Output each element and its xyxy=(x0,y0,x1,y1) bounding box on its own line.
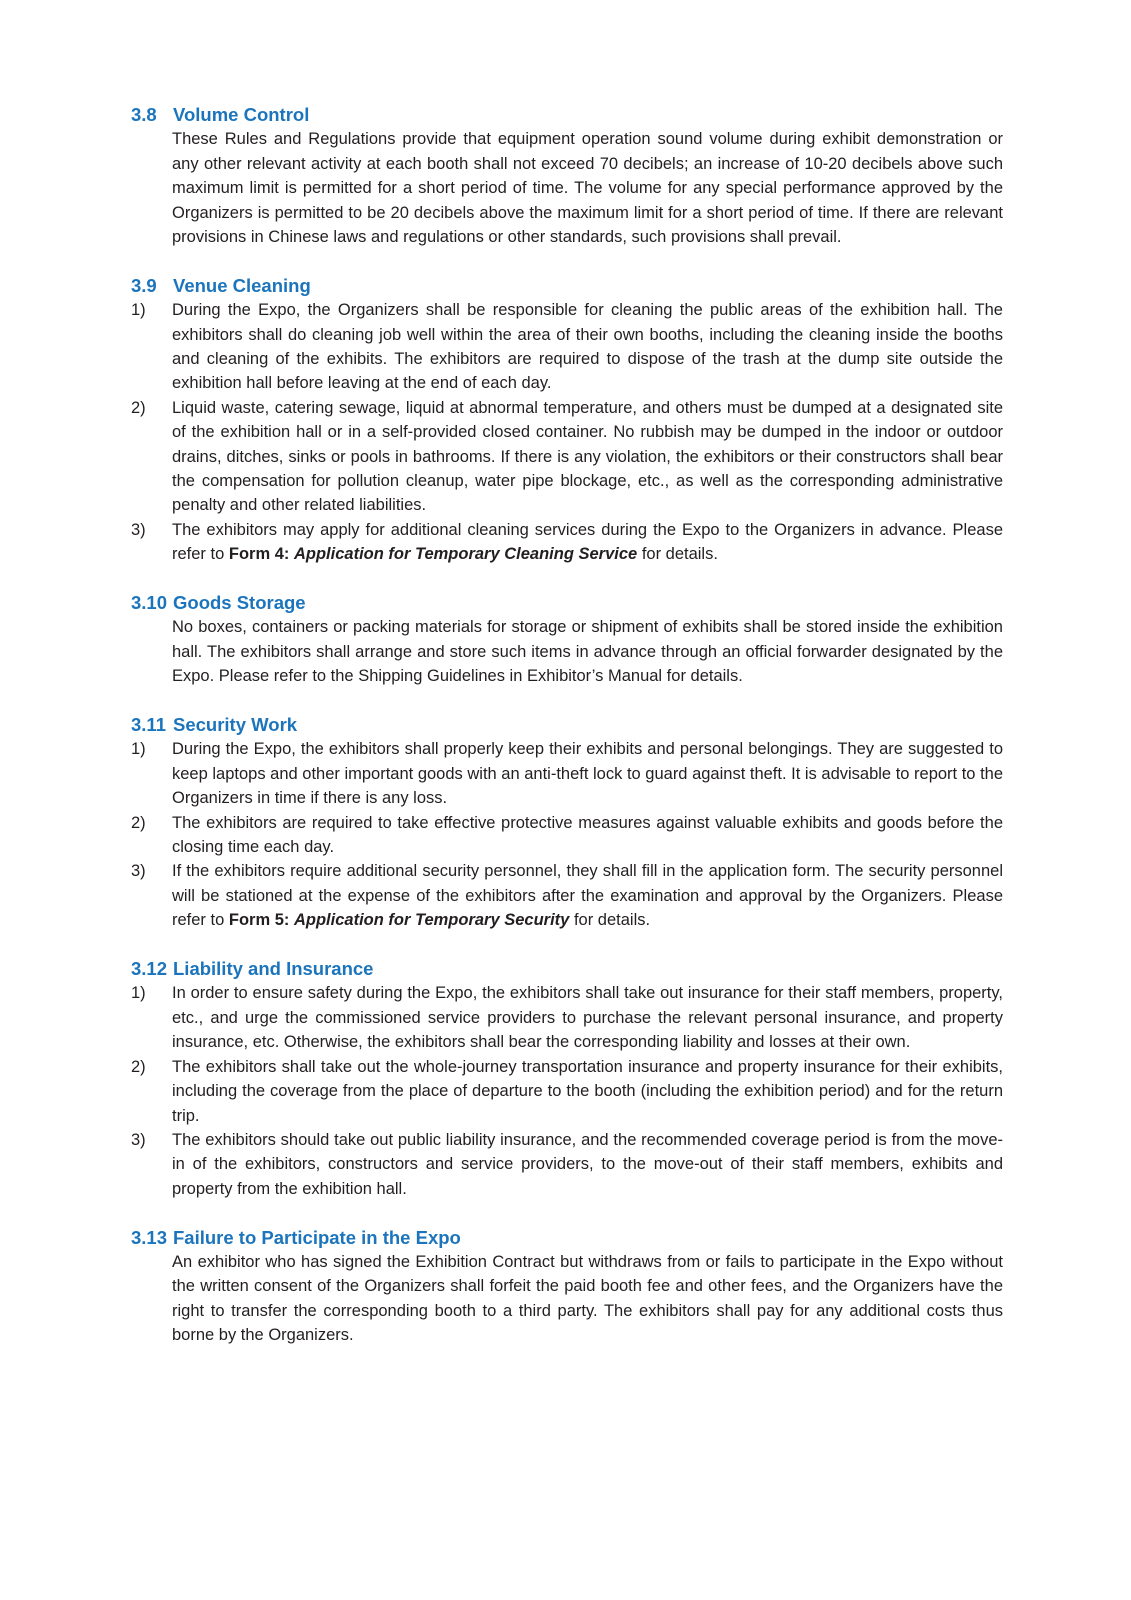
list-item xyxy=(131,981,1003,1054)
list-item xyxy=(131,811,1003,860)
form-reference-title: Application for Temporary Cleaning Service xyxy=(293,545,638,564)
list-item xyxy=(131,518,1003,567)
list-item-text: The exhibitors shall take out the whole-journey transportation insurance and property insurance for their exhibits, including the coverage from the place of departure to the booth (including the exhibition period) and for the return trip. xyxy=(172,1057,1003,1125)
list-item-text-lead: The exhibitors may apply for additional cleaning services during the Expo to the Organizers in advance. Please refer to xyxy=(172,520,1003,564)
list-item-text: Liquid waste, catering sewage, liquid at abnormal temperature, and others must be dumped at a designated site of the exhibition hall or in a self-provided closed container. No rubbish may be dumped in the indoor or outdoor drains, ditches, sinks or pools in bathrooms. If there is any violation, the exhibitors or their constructors shall bear the compensation for pollution cleanup, water pipe blockage, etc., as well as the corresponding administrative penalty and other related liabilities. xyxy=(172,398,1003,515)
list-item-text: During the Expo, the exhibitors shall properly keep their exhibits and personal belongings. They are suggested to keep laptops and other important goods with an anti-theft lock to guard against theft. It is advisable to report to the Organizers in time if there is any loss. xyxy=(172,740,1004,808)
list-marker: 3) xyxy=(131,862,146,881)
numbered-list xyxy=(131,737,1003,932)
section-failure-to-participate xyxy=(131,1226,1003,1348)
list-item-text: During the Expo, the Organizers shall be responsible for cleaning the public areas of the exhibition hall. The exhibitors shall do cleaning job well within the area of their own booths, including the cleaning inside the booths and cleaning of the exhibits. The exhibitors are required to dispose of the trash at the dump site outside the exhibition hall before leaving at the end of each day. xyxy=(172,301,1003,393)
form-reference-label: Form 5: xyxy=(228,911,290,930)
section-heading xyxy=(131,274,1003,298)
list-item-text xyxy=(172,518,1003,567)
list-item xyxy=(131,1128,1003,1201)
section-heading xyxy=(131,957,1003,981)
form-reference-title: Application for Temporary Security xyxy=(293,911,570,930)
numbered-list xyxy=(131,981,1003,1201)
section-heading xyxy=(131,591,1003,615)
section-number: 3.9 xyxy=(131,274,157,296)
section-heading xyxy=(131,713,1003,737)
list-item-text xyxy=(172,859,1003,932)
list-marker: 3) xyxy=(131,1130,146,1149)
section-goods-storage xyxy=(131,591,1003,689)
list-item xyxy=(131,298,1003,396)
list-marker: 2) xyxy=(131,813,146,832)
section-number: 3.8 xyxy=(131,104,157,125)
list-marker: 1) xyxy=(131,984,146,1003)
list-marker: 2) xyxy=(131,1057,146,1076)
list-marker: 2) xyxy=(131,398,146,417)
section-liability-and-insurance xyxy=(131,957,1003,1201)
section-title: Security Work xyxy=(173,714,298,736)
section-title: Venue Cleaning xyxy=(173,274,311,296)
list-item xyxy=(131,859,1003,932)
list-item-text: The exhibitors should take out public liability insurance, and the recommended coverage period is from the move-in of the exhibitors, constructors and service providers, to the move-out of their staff members, exhibits and property from the exhibition hall. xyxy=(172,1130,1003,1198)
list-item xyxy=(131,737,1003,810)
form-reference-label: Form 4: xyxy=(228,545,290,564)
section-title: Volume Control xyxy=(173,104,310,125)
numbered-list xyxy=(131,298,1003,566)
list-item-text-tail: for details. xyxy=(641,545,718,564)
section-venue-cleaning xyxy=(131,274,1003,567)
section-title: Goods Storage xyxy=(173,592,306,614)
list-marker: 1) xyxy=(131,740,146,759)
section-paragraph: These Rules and Regulations provide that equipment operation sound volume during exhibit demonstration or any other relevant activity at each booth shall not exceed 70 decibels; an increase of 10-20 decibels above such maximum limit is permitted for a short period of time. The volume for any special performance approved by the Organizers is permitted to be 20 decibels above the maximum limit for a short period of time. If there are relevant provisions in Chinese laws and regulations or other standards, such provisions shall prevail. xyxy=(172,130,1003,247)
section-number: 3.12 xyxy=(131,958,168,980)
section-number: 3.10 xyxy=(131,592,168,614)
list-item-text: In order to ensure safety during the Expo, the exhibitors shall take out insurance for their staff members, property, etc., and urge the commissioned service providers to purchase the relevant personal insurance, and property insurance, etc. Otherwise, the exhibitors shall bear the corresponding liability and losses at their own. xyxy=(172,984,1003,1052)
section-number: 3.13 xyxy=(131,1226,168,1248)
page-content xyxy=(131,103,1003,1348)
list-item xyxy=(131,396,1003,518)
section-title: Liability and Insurance xyxy=(173,958,374,980)
section-paragraph: An exhibitor who has signed the Exhibition Contract but withdraws from or fails to participate in the Expo without the written consent of the Organizers shall forfeit the paid booth fee and other fees, and the Organizers have the right to transfer the corresponding booth to a third party. The exhibitors shall pay for any additional costs thus borne by the Organizers. xyxy=(172,1252,1003,1345)
section-heading xyxy=(131,1226,1003,1250)
list-marker: 3) xyxy=(131,520,146,539)
list-item xyxy=(131,1055,1003,1128)
section-paragraph: No boxes, containers or packing materials for storage or shipment of exhibits shall be stored inside the exhibition hall. The exhibitors shall arrange and store such items in advance through an official forwarder designated by the Expo. Please refer to the Shipping Guidelines in Exhibitor’s Manual for details. xyxy=(172,618,1003,686)
section-volume-control xyxy=(131,103,1003,249)
list-item-text: The exhibitors are required to take effective protective measures against valuable exhibits and goods before the closing time each day. xyxy=(172,813,1003,857)
section-heading xyxy=(131,103,1003,127)
list-item-text-lead: If the exhibitors require additional security personnel, they shall fill in the application form. The security personnel will be stationed at the expense of the exhibitors after the examination and approval by the Organizers. Please refer to xyxy=(172,862,1003,930)
list-item-text-tail: for details. xyxy=(573,911,651,930)
section-security-work xyxy=(131,713,1003,933)
list-marker: 1) xyxy=(131,301,146,320)
section-title: Failure to Participate in the Expo xyxy=(173,1226,461,1248)
section-number: 3.11 xyxy=(131,714,166,736)
